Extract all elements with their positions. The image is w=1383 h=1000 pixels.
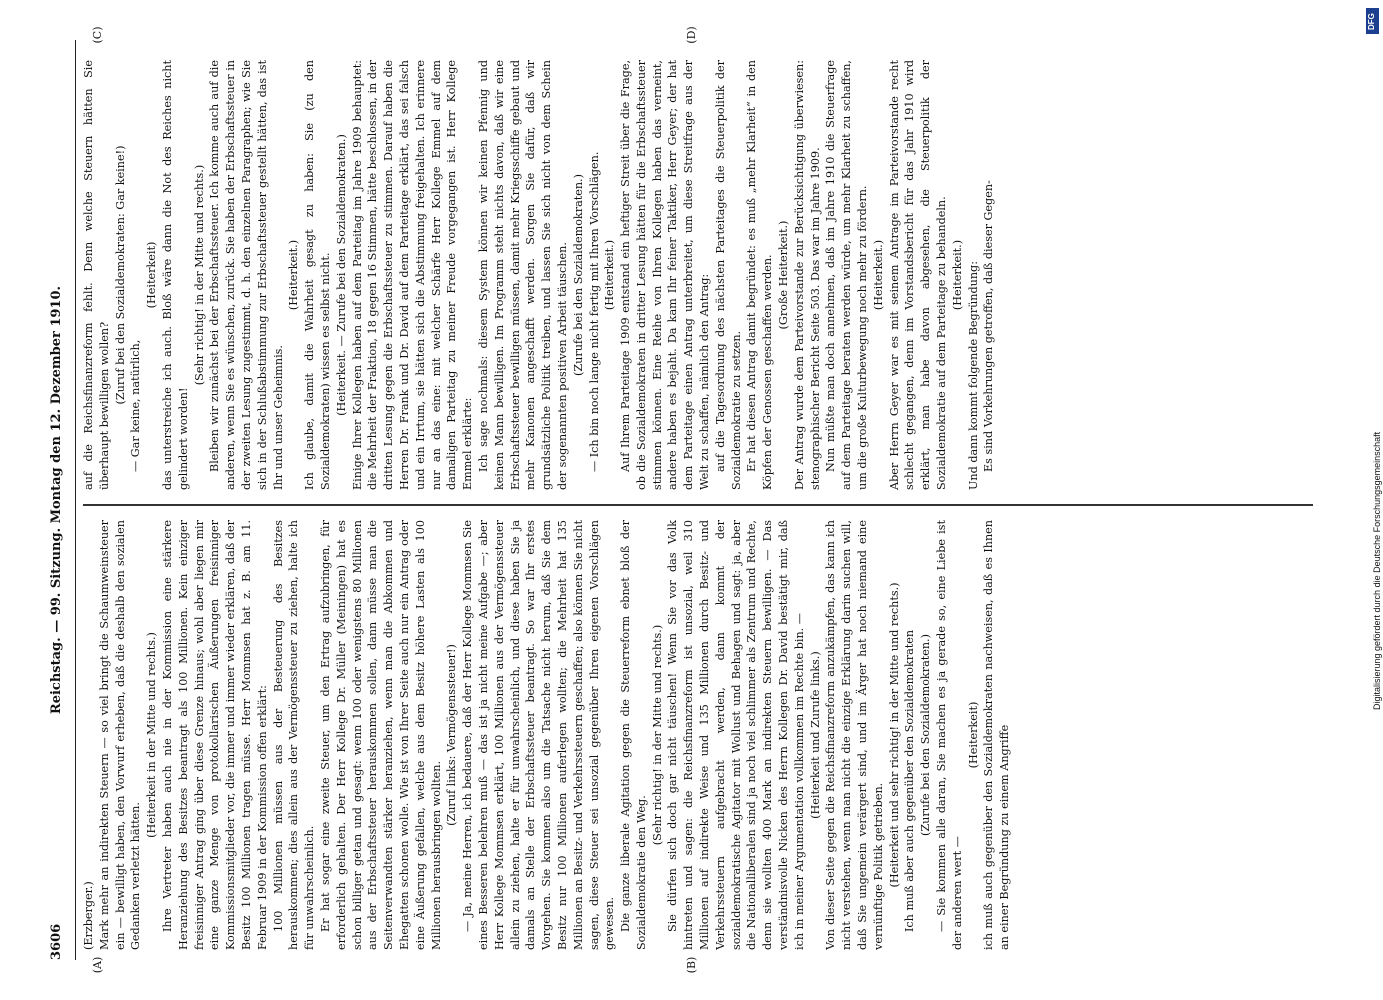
paragraph: Einige Ihrer Kollegen haben auf dem Parteitag im Jahre 1909 behauptet: die Mehrheit der Fraktion, 18 gegen 16 Stimmen, hätte beschlossen, in der dritten Lesung gegen die Erbschaftssteuer zu stimmen. Darauf haben die Herren Dr. Frank und Dr. David auf dem Parteitage erklärt, das sei falsch und ein Irrtum, sie hätten sich die Abstimmung freigehalten. Ich erinnere nur an das eine: mit welcher Schärfe Herr Kollege Emmel auf dem damaligen Parteitag zu meiner Freude vorgegangen ist. Herr Kollege Emmel erklärte: [350, 60, 475, 490]
paragraph: Er hat sogar eine zweite Steuer, um den Ertrag aufzubringen, für erforderlich gehalten. Der Herr Kollege Dr. Müller (Meiningen) hat es schon billiger getan und gesagt: wenn 100 oder wenigstens 80 Millionen aus der Erbschaftssteuer herauskommen sollen, dann müsse man die Seitenverwandten stärker heranziehen, wenn man die Abkommen und Ehegatten schonen wolle. Wie ist von Ihrer Seite auch nur ein Antrag oder eine Äußerung gefallen, welche aus dem Besitz höhere Lasten als 100 Millionen herausbringen wollten. [318, 520, 443, 950]
margin-mark-b: (B) [685, 956, 698, 974]
paragraph: Und dann kommt folgende Begründung: [966, 261, 980, 490]
stage-direction: (Zuruf links: Vermögenssteuer!) [445, 644, 459, 826]
paragraph: Aber Herrn Geyer war es mit seinem Antrage im Parteivorstande recht schlecht gegangen, denn im Vorstandsbericht für das Jahr 1910 wird erklärt, man habe davon abgesehen, die Steuerpolitik der Sozialdemokratie auf dem Parteitage zu behandeln. [887, 60, 949, 490]
right-column [81, 60, 1321, 490]
paragraph: Nun müßte man doch annehmen, daß im Jahre 1910 die Steuerfrage auf dem Parteitage beraten werden würde, um mehr Klarheit zu schaffen, um die große Kulturbewegung noch mehr zu fördern. [824, 60, 870, 490]
paragraph: — Ich bin noch lange nicht fertig mit Ihren Vorschlägen. [587, 151, 601, 472]
paragraph: — Gar keine, natürlich, [129, 339, 143, 472]
paragraph: Ich sage nochmals: diesem System können wir keinen Pfennig und keinen Mann bewilligen. Im Programm steht nichts davon, daß wir eine Erbschaftssteuer bewilligen müssen, damit mehr Kriegsschiffe gebaut und mehr Kanonen angeschafft werden. Sorgen Sie dafür, daß wir grundsätzliche Politik treiben, und lassen Sie sich nicht von dem Schein der sogenannten positiven Arbeit täuschen. [476, 60, 569, 490]
stage-direction: (Heiterkeit.) [950, 239, 964, 311]
paragraph: — Sie kommen alle daran, Sie machen es ja gerade so, eine Liebe ist der anderen wert — [935, 520, 964, 950]
paragraph: Mark mehr an indirekten Steuern — so viel bringt die Schaumweinsteuer ein — bewilligt haben, den Vorwurf erheben, daß die deshalb den sozialen Gedanken verletzt hätten. [97, 520, 143, 950]
stage-direction: (Heiterkeit.) [287, 239, 301, 311]
paragraph: — Ja, meine Herren, ich bedauere, daß der Herr Kollege Mommsen Sie eines Besseren belehren muß — das ist ja nicht meine Aufgabe —; aber Herr Kollege Mommsen erklärt, 100 Millionen aus der Vermögenssteuer allein zu ziehen, halte er für unwahrscheinlich, und diese haben Sie ja damals an Stelle der Erbschaftssteuer beantragt. So war Ihr erstes Vorgehen. Sie kommen also um die Tatsache nicht herum, daß Sie dem Besitz nur 100 Millionen auferlegen wollten; die Mehrheit hat 135 Millionen an Besitz- und Verkehrssteuern geschaffen; also können Sie nicht sagen, diese Steuer sei unsozial gegenüber Ihren eigenen Vorschlägen gewesen. [461, 520, 617, 950]
stage-direction: (Sehr richtig! in der Mitte und rechts.) [650, 624, 664, 846]
paragraph: 100 Millionen müssen aus der Besteuerung des Besitzes herauskommen; dies allein aus der Vermögenssteuer zu ziehen, halte ich für unwahrscheinlich. [271, 520, 317, 950]
page-header [45, 40, 73, 960]
stage-direction: (Heiterkeit und Zurufe links.) [808, 651, 822, 819]
column-divider [83, 505, 1313, 507]
paragraph: Von dieser Seite gegen die Reichsfinanzreform anzukämpfen, das kann ich nicht verstehen, wenn man nicht die einzige Erklärung darin suchen will, daß Sie ungemein verärgert sind, und im Ärger hat noch niemand eine vernünftige Politik getrieben. [824, 520, 885, 950]
paragraph: Ihre Vertreter haben auch nie in der Kommission eine stärkere Heranziehung des Besitzes beantragt als 100 Millionen. Kein einziger freisinniger Antrag ging über diese Grenze hinaus; wohl aber liegen mir eine ganze Menge von protokollarischen Äußerungen freisinniger Kommissionsmitglieder vor, die immer und immer wieder erklären, daß der Besitz 100 Millionen tragen müsse. Herr Mommsen hat z. B. am 11. Februar 1909 in der Kommission offen erklärt: [160, 520, 269, 950]
paragraph: (Erzberger.) [82, 881, 95, 950]
margin-mark-c: (C) [91, 26, 104, 44]
page-number: 3606 [49, 923, 64, 960]
stage-direction: (Heiterkeit und sehr richtig! in der Mitte und rechts.) [887, 582, 901, 888]
stage-direction: (Zurufe bei den Sozialdemokraten.) [571, 174, 585, 376]
stage-direction: (Heiterkeit.) [871, 239, 885, 311]
paragraph: Er hat diesen Antrag damit begründet: es muß „mehr Klarheit“ in den Köpfen der Genossen geschaffen werden. [745, 60, 775, 490]
header-rule [75, 40, 76, 960]
stage-direction: (Große Heiterkeit.) [777, 220, 791, 330]
paragraph: ich muß auch gegenüber den Sozialdemokraten nachweisen, daß es Ihnen an einer Begründung zu einem Angriffe [982, 520, 1012, 950]
digitization-note-text: Digitalisierung gefördert durch die Deutsche Forschungsgemeinschaft [1372, 431, 1382, 710]
stage-direction: (Zuruf bei den Sozialdemokraten: Gar keine!) [113, 145, 127, 405]
paragraph: Der Antrag wurde dem Parteivorstande zur Berücksichtigung überwiesen: stenographischer Bericht Seite 503. Das war im Jahre 1909. [792, 60, 822, 490]
paragraph: Es sind Vorkehrungen getroffen, daß dieser Gegen- [982, 180, 996, 472]
stage-direction: (Sehr richtig! in der Mitte und rechts.) [192, 164, 206, 386]
stage-direction: (Heiterkeit.) [603, 239, 617, 311]
stage-direction: (Heiterkeit) [966, 701, 980, 769]
stage-direction: (Zurufe bei den Sozialdemokraten.) [919, 634, 933, 836]
margin-mark-d: (D) [685, 26, 698, 44]
paragraph: auf die Tagesordnung des nächsten Parteitages die Steuerpolitik der Sozialdemokratie zu setzen. [713, 60, 743, 490]
paragraph: Bleiben wir zunächst bei der Erbschaftssteuer. Ich komme auch auf die anderen, wenn Sie es wünschen, zurück. Sie haben der Erbschaftssteuer in der zweiten Lesung zugestimmt, d. h. den einzelnen Paragraphen; wie Sie sich in der Schlußabstimmung zur Erbschaftssteuer gestellt hätten, das ist Ihr und unser Geheimnis. [208, 60, 285, 490]
scanned-page [45, 20, 1335, 980]
paragraph: Auf Ihrem Parteitage 1909 entstand ein heftiger Streit über die Frage, ob die Sozialdemokraten in dritter Lesung hätten für die Erbschaftssteuer stimmen können. Eine Reihe von Ihren Kollegen haben das verneint, andere haben es bejaht. Da kam Ihr feiner Taktiker, Herr Geyer; der hat dem Parteitage einen Antrag unterbreitet, um diese Streitfrage aus der Welt zu schaffen, nämlich den Antrag: [619, 60, 712, 490]
stage-direction: (Heiterkeit) [145, 241, 159, 309]
paragraph: das unterstreiche ich auch. Bloß wäre dann die Not des Reiches nicht gelindert worden! [160, 60, 190, 490]
paragraph: Ich muß aber auch gegenüber den Sozialdemokraten [903, 629, 917, 932]
dfg-logo [1366, 8, 1379, 34]
paragraph: auf die Reichsfinanzreform fehlt. Denn welche Steuern hätten Sie überhaupt bewilligen wollen? [82, 60, 111, 490]
stage-direction: (Heiterkeit in der Mitte und rechts.) [145, 632, 159, 838]
paragraph: Ich glaube, damit die Wahrheit gesagt zu haben: Sie (zu den Sozialdemokraten) wissen es selbst nicht. [303, 60, 332, 490]
margin-mark-a: (A) [91, 956, 104, 974]
running-title: Reichstag. — 99. Sitzung. Montag den 12. Dezember 1910. [49, 285, 64, 715]
digitization-note [1358, 20, 1382, 980]
left-column [81, 520, 1321, 950]
dfg-logo-text: DFG [1367, 13, 1376, 30]
paragraph: Die ganze liberale Agitation gegen die Steuerreform ebnet bloß der Sozialdemokratie den Weg. [619, 520, 648, 950]
paragraph: Sie dürfen sich doch gar nicht täuschen! Wenn Sie vor das Volk hintreten und sagen: die Reichsfinanzreform ist unsozial, weil 310 Millionen auf indirekte Weise und 135 Millionen durch Besitz- und Verkehrssteuern aufgebracht werden, dann kommt der sozialdemokratische Agitator mit Wollust und Behagen und sagt: ja, aber die Nationalliberalen sind ja noch viel schlimmer als Zentrum und Rechte, denn sie wollten 400 Mark an indirekten Steuern bewilligen. — Das verständnisvolle Nicken des Herrn Kollegen Dr. David bestätigt mir, daß ich in meiner Argumentation vollkommen im Rechte bin. — [666, 520, 806, 950]
stage-direction: (Heiterkeit. — Zurufe bei den Sozialdemokraten.) [334, 134, 348, 416]
